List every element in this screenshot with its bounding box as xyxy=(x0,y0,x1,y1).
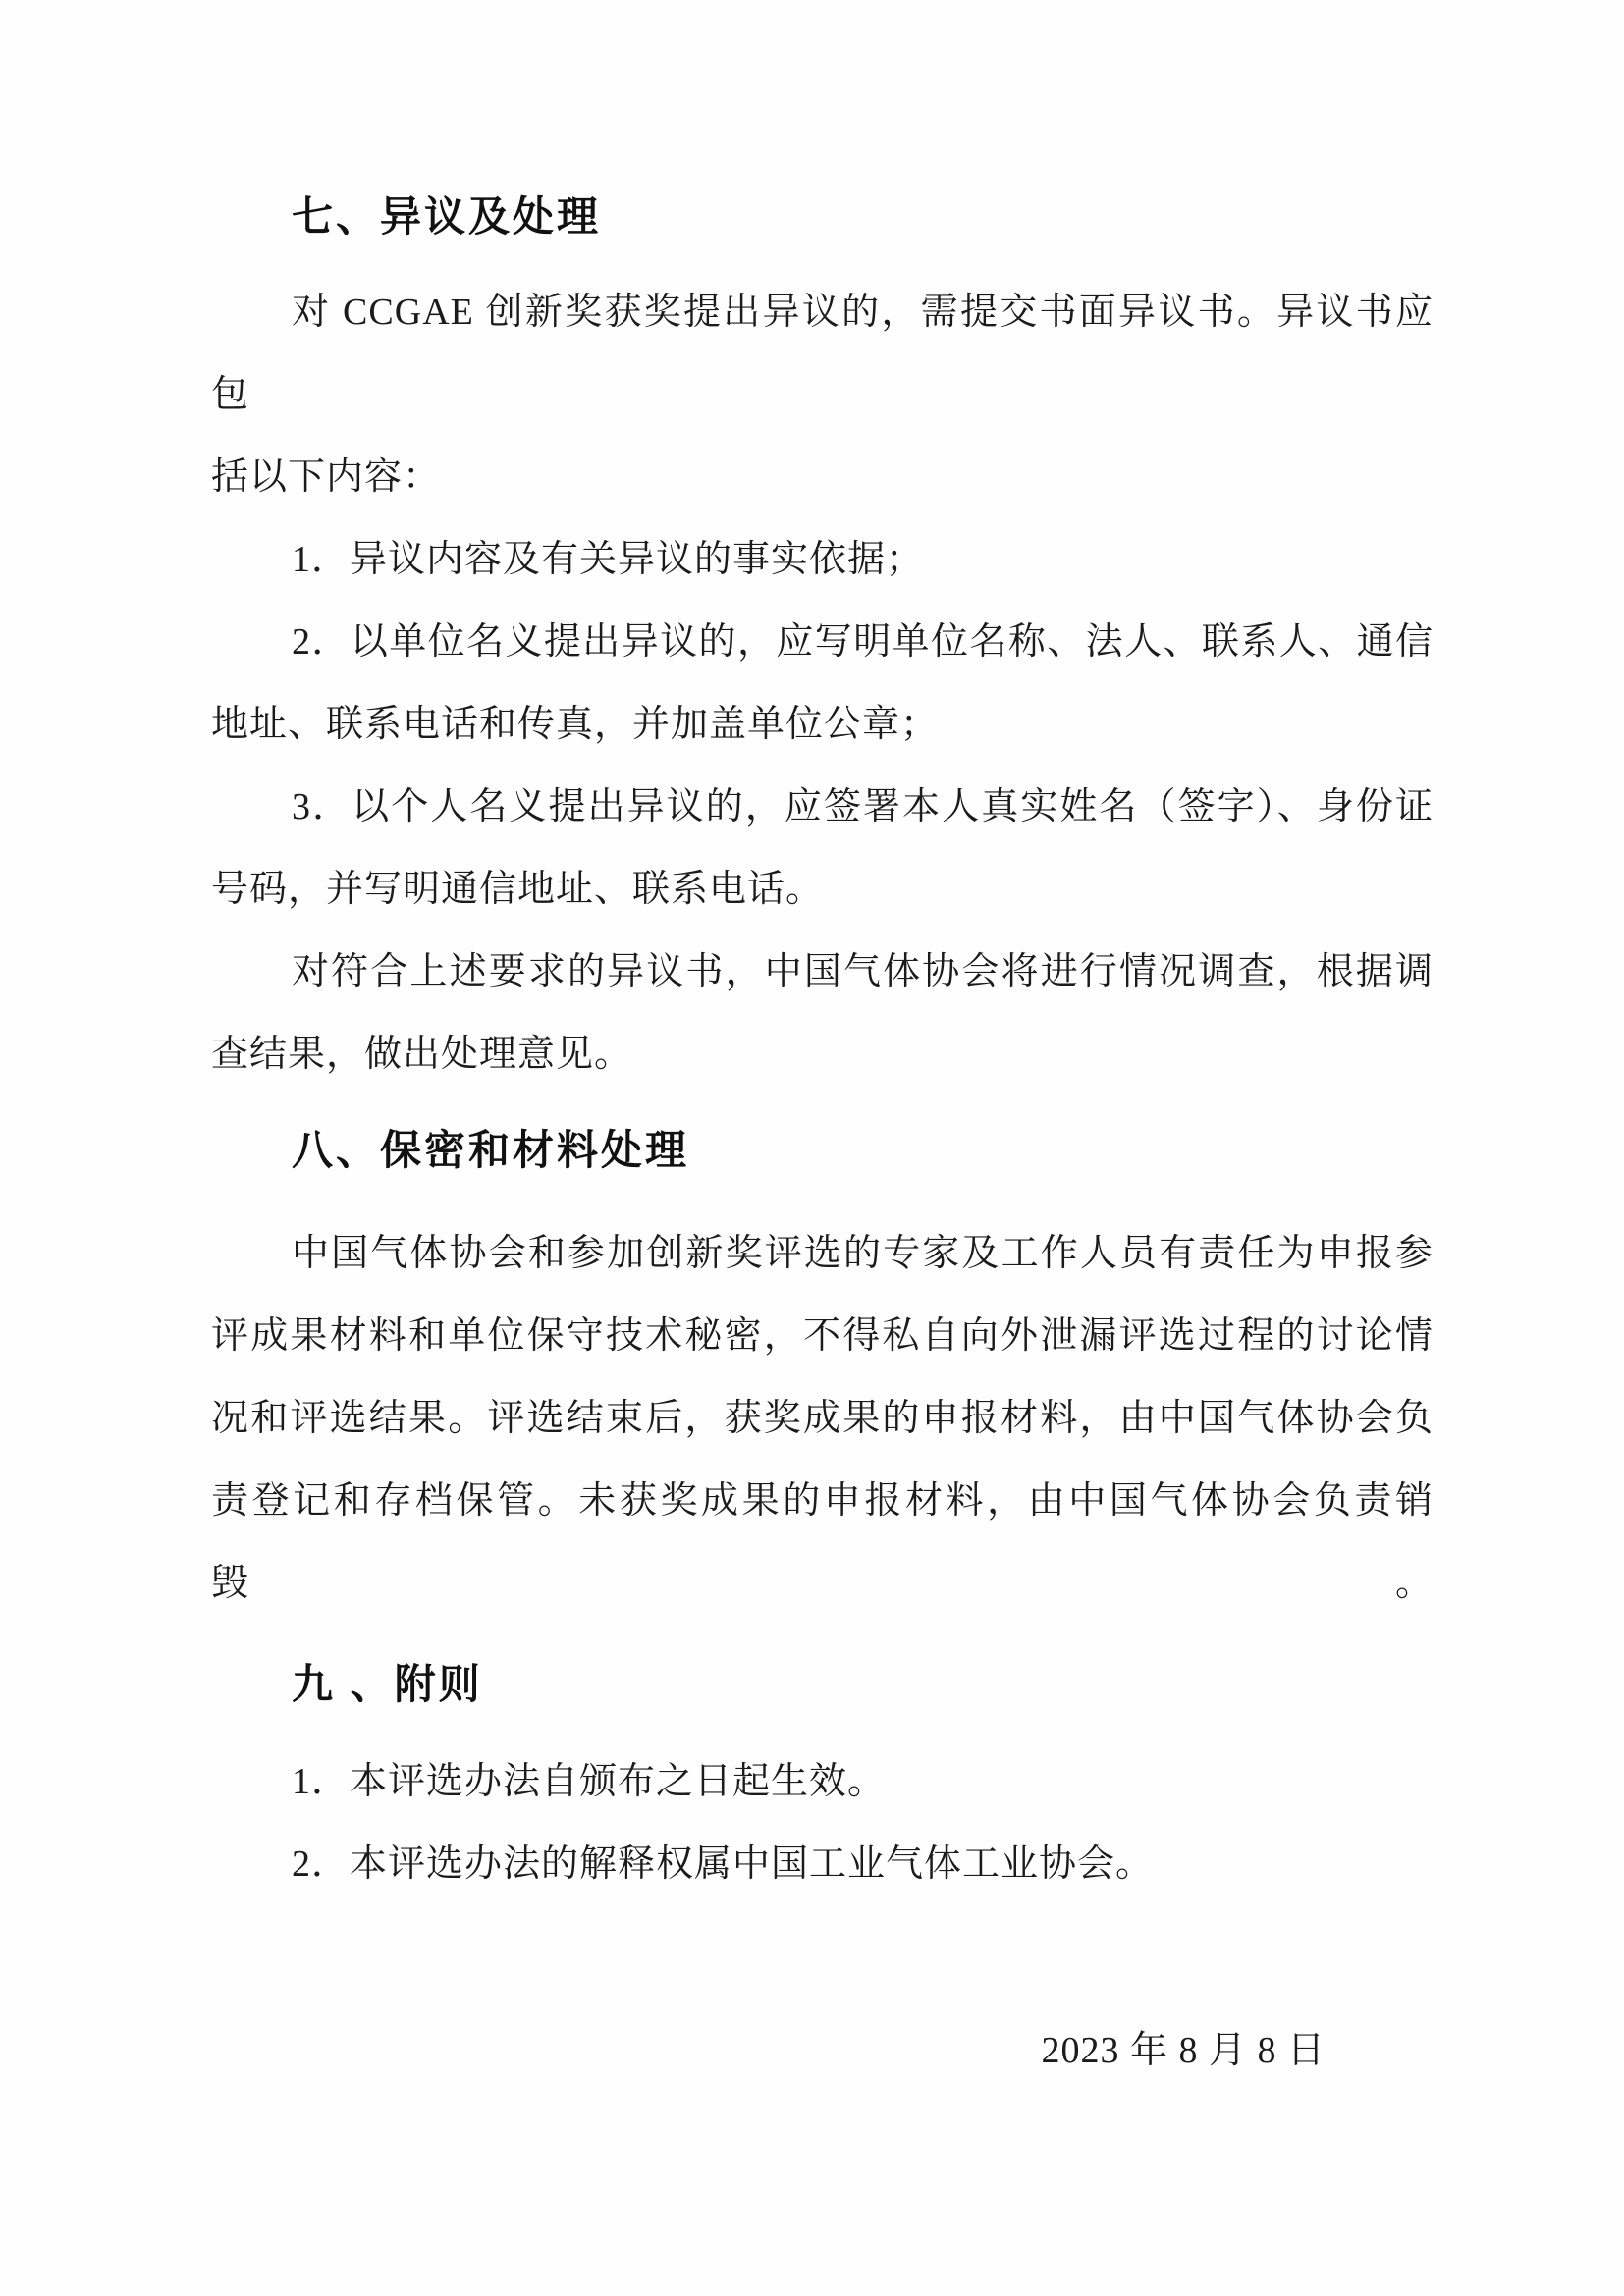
list-item-line: 1．本评选办法自颁布之日起生效。 xyxy=(292,1761,887,1802)
list-item-line: 2．以单位名义提出异议的，应写明单位名称、法人、联系人、通信 xyxy=(292,621,1434,663)
document-date: 2023 年 8 月 8 日 xyxy=(1041,2030,1326,2071)
paragraph-line: 况和评选结果。评选结束后，获奖成果的申报材料，由中国气体协会负 xyxy=(211,1398,1434,1439)
paragraph-line: 号码，并写明通信地址、联系电话。 xyxy=(211,869,825,910)
section-8-heading: 八、保密和材料处理 xyxy=(292,1127,690,1173)
paragraph-line: 对符合上述要求的异议书，中国气体协会将进行情况调查，根据调 xyxy=(292,951,1434,992)
paragraph-line: 责登记和存档保管。未获奖成果的申报材料，由中国气体协会负责销毁。 xyxy=(211,1480,1434,1604)
paragraph-line: 评成果材料和单位保守技术秘密，不得私自向外泄漏评选过程的讨论情 xyxy=(211,1315,1434,1357)
text-column xyxy=(211,187,1434,2081)
paragraph-line: 对 CCGAE 创新奖获奖提出异议的，需提交书面异议书。异议书应包 xyxy=(211,292,1434,415)
paragraph-line: 中国气体协会和参加创新奖评选的专家及工作人员有责任为申报参 xyxy=(292,1233,1434,1274)
section-9-heading: 九 、附则 xyxy=(292,1661,483,1707)
paragraph-line: 查结果，做出处理意见。 xyxy=(211,1034,633,1075)
paragraph-line: 地址、联系电话和传真，并加盖单位公章； xyxy=(211,704,940,745)
section-7-heading: 七、异议及处理 xyxy=(292,193,602,240)
paragraph-line: 括以下内容： xyxy=(211,456,442,498)
list-item-line: 2．本评选办法的解释权属中国工业气体工业协会。 xyxy=(292,1843,1155,1885)
list-item-line: 3．以个人名义提出异议的，应签署本人真实姓名（签字）、身份证 xyxy=(292,786,1434,828)
list-item-line: 1．异议内容及有关异议的事实依据； xyxy=(292,539,925,580)
